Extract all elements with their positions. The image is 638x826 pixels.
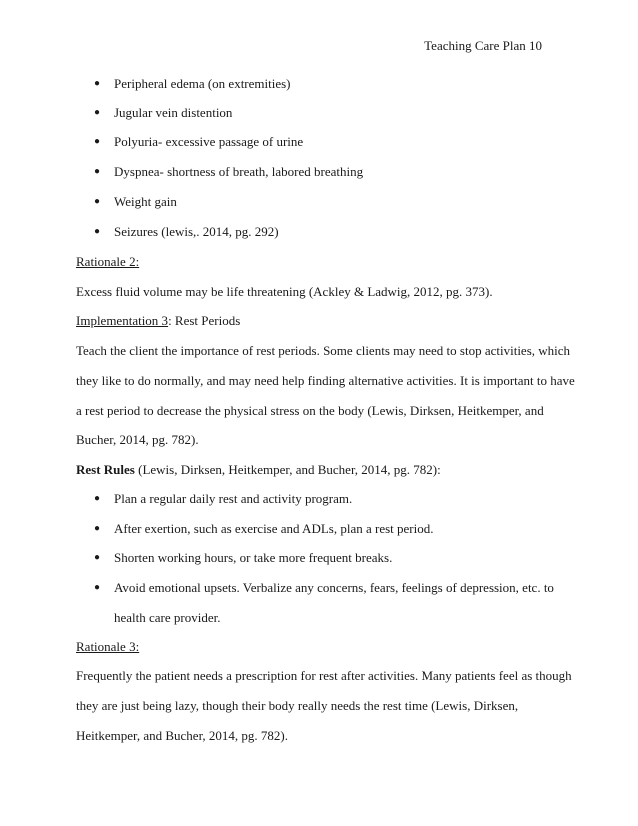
list-item: Plan a regular daily rest and activity program. (114, 491, 353, 506)
rest-rules-title: Rest Rules (76, 462, 135, 477)
bullet-icon: ● (94, 136, 101, 147)
bullet-icon: ● (94, 107, 101, 118)
list-item-continuation: health care provider. (114, 610, 221, 625)
implementation-3-title: : Rest Periods (168, 313, 241, 328)
paragraph-line: Bucher, 2014, pg. 782). (76, 432, 199, 447)
bullet-icon: ● (94, 226, 101, 237)
bullet-icon: ● (94, 582, 101, 593)
list-item: Weight gain (114, 194, 177, 209)
list-item: Seizures (lewis,. 2014, pg. 292) (114, 224, 279, 239)
list-item: Jugular vein distention (114, 105, 233, 120)
bullet-icon: ● (94, 196, 101, 207)
bullet-icon: ● (94, 166, 101, 177)
rationale-2-heading: Rationale 2: (76, 254, 140, 269)
list-item: Avoid emotional upsets. Verbalize any concerns, fears, feelings of depression, etc. to (114, 580, 554, 595)
list-item: Peripheral edema (on extremities) (114, 76, 291, 91)
list-item: Polyuria- excessive passage of urine (114, 134, 304, 149)
rationale-2-text: Excess fluid volume may be life threatening (Ackley & Ladwig, 2012, pg. 373). (76, 284, 493, 299)
paragraph-line: a rest period to decrease the physical stress on the body (Lewis, Dirksen, Heitkemper, and (76, 403, 544, 418)
list-item: After exertion, such as exercise and ADLs, plan a rest period. (114, 521, 434, 536)
rest-rules-citation: (Lewis, Dirksen, Heitkemper, and Bucher, 2014, pg. 782): (134, 462, 441, 477)
rationale-3-heading: Rationale 3: (76, 639, 140, 654)
paragraph-line: Teach the client the importance of rest periods. Some clients may need to stop activities, which (76, 343, 571, 358)
rest-rules-heading (76, 462, 441, 478)
paragraph-line: Heitkemper, and Bucher, 2014, pg. 782). (76, 728, 288, 743)
paragraph-line: they are just being lazy, though their body really needs the rest time (Lewis, Dirksen, (76, 698, 519, 713)
bullet-icon: ● (94, 493, 101, 504)
implementation-3-label: Implementation 3 (76, 313, 169, 328)
bullet-icon: ● (94, 552, 101, 563)
list-item: Shorten working hours, or take more frequent breaks. (114, 550, 393, 565)
paragraph-line: they like to do normally, and may need help finding alternative activities. It is important to have (76, 373, 575, 388)
bullet-icon: ● (94, 78, 101, 89)
list-item: Dyspnea- shortness of breath, labored breathing (114, 164, 364, 179)
running-head: Teaching Care Plan 10 (424, 38, 542, 53)
paragraph-line: Frequently the patient needs a prescription for rest after activities. Many patients feel as though (76, 668, 572, 683)
bullet-icon: ● (94, 523, 101, 534)
implementation-3-heading (76, 313, 240, 329)
